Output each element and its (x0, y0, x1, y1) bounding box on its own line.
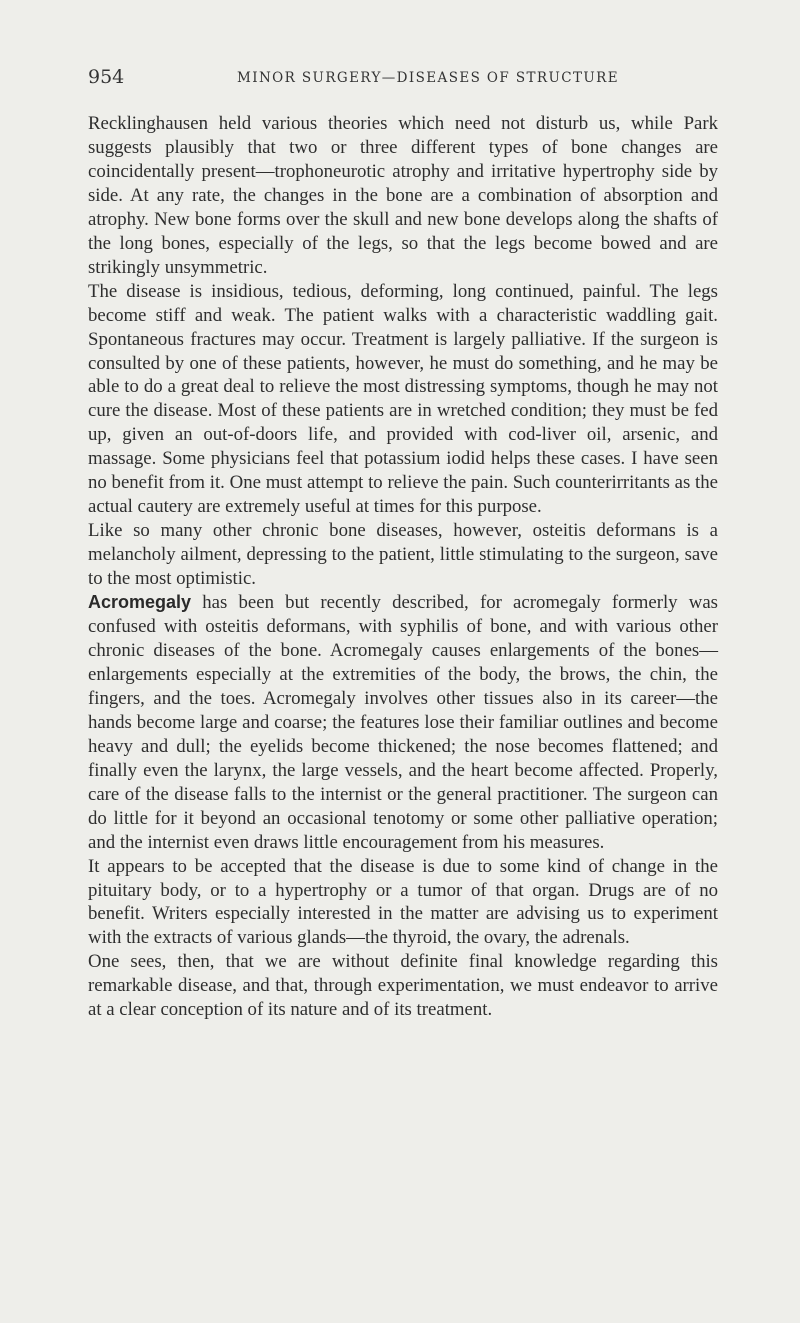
paragraph-acromegaly (88, 591, 718, 854)
running-head: MINOR SURGERY—DISEASES OF STRUCTURE (237, 70, 619, 86)
body-text (88, 112, 718, 1022)
paragraph-text: It appears to be accepted that the disease is due to some kind of change in the pituitary body, or to a hypertrophy or a tumor of that organ. Drugs are of no benefit. Writers especially interested in the matter are advising us to experiment with the extracts of various glands—the thyroid, the ovary, the adrenals. (88, 855, 718, 949)
page-header (88, 66, 718, 92)
paragraph (88, 280, 718, 520)
paragraph (88, 950, 718, 1022)
paragraph (88, 855, 718, 951)
section-lead-term: Acromegaly (88, 592, 192, 613)
paragraph-text: Recklinghausen held various theories which need not disturb us, while Park suggests plausibly that two or three different types of bone changes are coincidentally present—trophoneurotic atrophy and irritative hypertrophy side by side. At any rate, the changes in the bone are a combination of absorption and atrophy. New bone forms over the skull and new bone develops along the shafts of the long bones, especially of the legs, so that the legs become bowed and are strikingly unsymmetric. (88, 113, 718, 278)
paragraph-text: Like so many other chronic bone diseases, however, osteitis deformans is a melancholy ailment, depressing to the patient, little stimulating to the surgeon, save to the most optimistic. (88, 520, 718, 590)
paragraph-text: has been but recently described, for acromegaly formerly was confused with osteitis deformans, with syphilis of bone, and with various other chronic diseases of the bone. Acromegaly causes enlargements of the bones—enlargements especially at the extremities of the body, the brows, the chin, the fingers, and the toes. Acromegaly involves other tissues also in its career—the hands become large and coarse; the features lose their familiar outlines and become heavy and dull; the eyelids become thickened; the nose becomes flattened; and finally even the larynx, the large vessels, and the heart become affected. Properly, care of the disease falls to the internist or the general practitioner. The surgeon can do little for it beyond an occasional tenotomy or some other palliative operation; and the internist even draws little encouragement from his measures. (88, 592, 718, 853)
paragraph-text: One sees, then, that we are without definite final knowledge regarding this remarkable disease, and that, through experimentation, we must endeavor to arrive at a clear conception of its nature and of its treatment. (88, 951, 718, 1021)
page-number: 954 (88, 66, 125, 88)
paragraph-text: The disease is insidious, tedious, deforming, long continued, painful. The legs become stiff and weak. The patient walks with a characteristic waddling gait. Spontaneous fractures may occur. Treatment is largely palliative. If the surgeon is consulted by one of these patients, however, he must do something, and he may be able to do a great deal to relieve the most distressing symptoms, though he may not cure the disease. Most of these patients are in wretched condition; they must be fed up, given an out-of-doors life, and provided with cod-liver oil, arsenic, and massage. Some physicians feel that potassium iodid helps these cases. I have seen no benefit from it. One must attempt to relieve the pain. Such counterirritants as the actual cautery are extremely useful at times for this purpose. (88, 280, 718, 518)
paragraph (88, 112, 718, 280)
paragraph (88, 519, 718, 591)
